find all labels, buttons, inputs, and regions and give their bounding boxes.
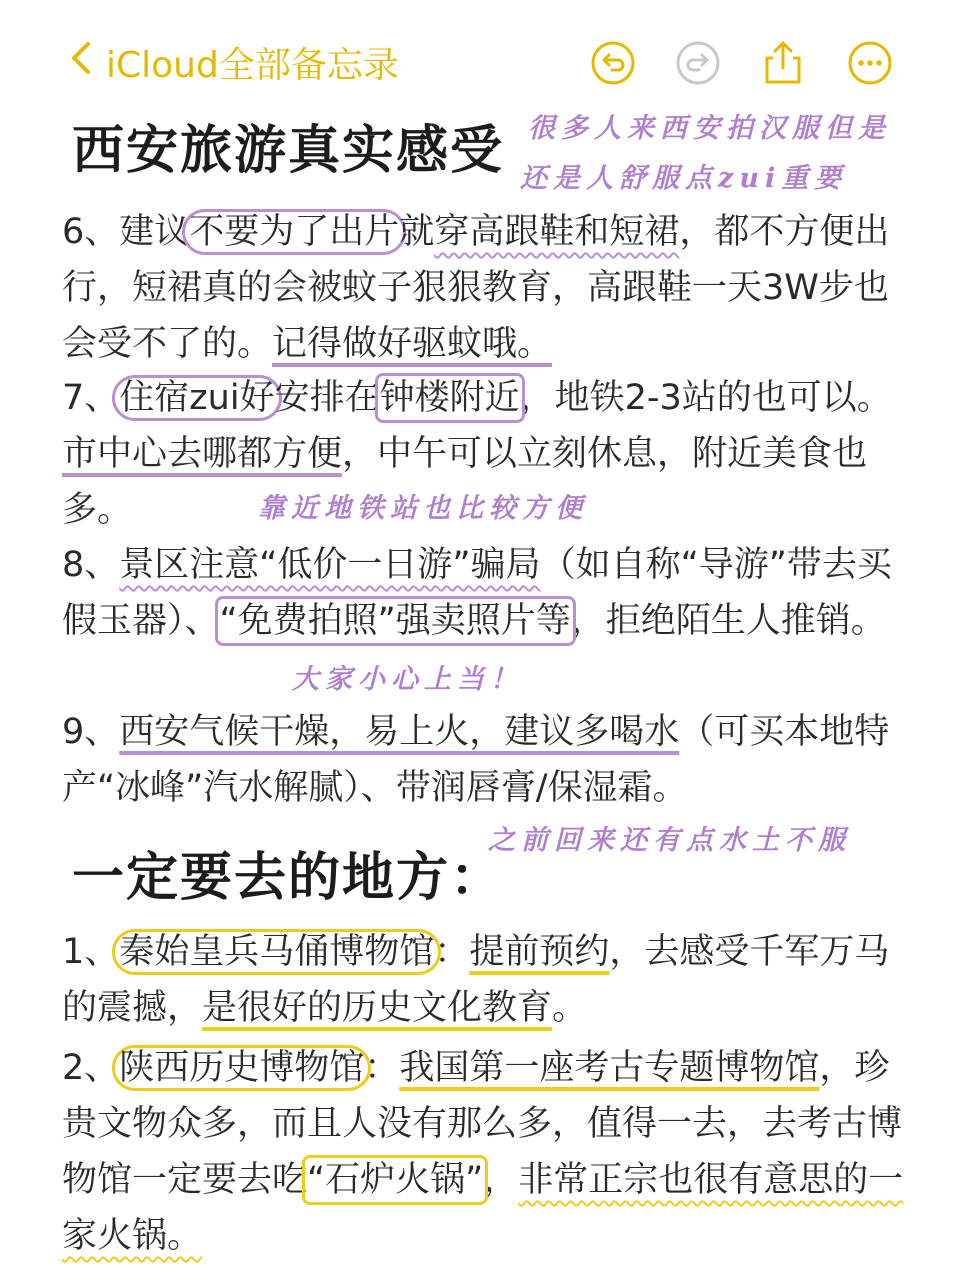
more-icon[interactable]: [845, 38, 895, 88]
tip-8-wavy: 景区注意“低价一日游”骗局: [119, 545, 541, 585]
tip-8-text: ，拒绝陌生人推销。: [570, 601, 886, 641]
back-button[interactable]: [66, 34, 399, 90]
tip-6-text: 6、建议: [62, 212, 190, 252]
back-label: iCloud全部备忘录: [106, 44, 399, 86]
tip-6-wavy: 穿高跟鞋和短裙: [434, 212, 680, 252]
page-title: 西安旅游真实感受: [72, 121, 505, 181]
place-2-name: 陕西历史博物馆: [112, 1045, 371, 1091]
redo-icon[interactable]: [673, 38, 723, 88]
place-1-underlined: 是很好的历史文化教育: [202, 988, 553, 1028]
place-2-underlined: 我国第一座考古专题博物馆: [399, 1048, 820, 1088]
place-1: [62, 924, 904, 1036]
tip-9-underlined: 西安气候干燥，易上火，建议多喝水: [119, 712, 680, 752]
tip-8-text: （如自称“导游”带去买假玉器）、: [62, 545, 892, 641]
handwritten-note-metro: 靠近地铁站也比较方便: [258, 493, 588, 524]
handwritten-note-hanfu: 很多人来西安拍汉服但是: [528, 113, 891, 144]
tip-7-text: 7、: [62, 378, 120, 418]
tip-9-text: 9、: [62, 712, 120, 752]
undo-icon[interactable]: [588, 38, 638, 88]
place-2-wavy: 非常正宗也很有意思的一家火锅。: [62, 1160, 904, 1256]
tip-9: [62, 704, 904, 816]
tip-7-text: ，中午可以立刻休息，附近美食也多。: [62, 434, 868, 530]
tip-6-text: 就: [399, 212, 435, 252]
place-1-underlined: 提前预约: [469, 932, 610, 972]
tip-7-text: 安排在: [274, 378, 380, 418]
place-2-boxed: “石炉火锅”: [307, 1160, 484, 1200]
place-1-text: ，去感受千军万马的震撼，: [62, 932, 890, 1028]
place-1-text: 。: [552, 988, 588, 1028]
share-icon[interactable]: [758, 38, 808, 88]
tip-7-boxed: 钟楼附近: [379, 378, 520, 418]
tip-6: [62, 204, 904, 372]
handwritten-note-acclimatize: 之前回来还有点水土不服: [488, 825, 851, 856]
section-title: 一定要去的地方：: [72, 848, 505, 908]
place-1-name: 秦始皇兵马俑博物馆: [112, 929, 441, 975]
place-2-text: ，: [483, 1160, 519, 1200]
place-1-number: 1、: [62, 932, 120, 972]
place-2-text: ，珍贵文物众多，而且人没有那么多，值得一去，去考古博物馆一定要去吃: [62, 1048, 903, 1200]
toolbar: [0, 0, 960, 110]
tip-7-text: ，地铁2-3站的也可以。: [519, 378, 892, 418]
place-2-text: ：: [364, 1048, 400, 1088]
handwritten-note-comfort: 还是人舒服点zui重要: [520, 163, 848, 194]
place-1-text: ：: [434, 932, 470, 972]
tip-8-text: 8、: [62, 545, 120, 585]
place-2: [62, 1040, 904, 1264]
tip-8-boxed: “免费拍照”强卖照片等: [219, 601, 571, 641]
chevron-left-icon: [66, 40, 94, 85]
tip-6-underlined: 记得做好驱蚊哦。: [272, 324, 553, 364]
place-2-number: 2、: [62, 1048, 120, 1088]
tip-6-text: ，都不方便出行，短裙真的会被蚊子狠狠教育，高跟鞋一天3W步也会受不了的。: [62, 212, 890, 364]
tip-7-circled: 住宿zui好: [112, 375, 281, 421]
tip-8: [62, 537, 904, 649]
tip-9-text: （可买本地特产“冰峰”汽水解腻）、带润唇膏/保湿霜。: [62, 712, 890, 808]
tip-7-underlined: 市中心去哪都方便: [62, 434, 343, 474]
handwritten-note-warning: 大家小心上当！: [292, 664, 523, 695]
tip-6-circled: 不要为了出片: [182, 209, 406, 255]
